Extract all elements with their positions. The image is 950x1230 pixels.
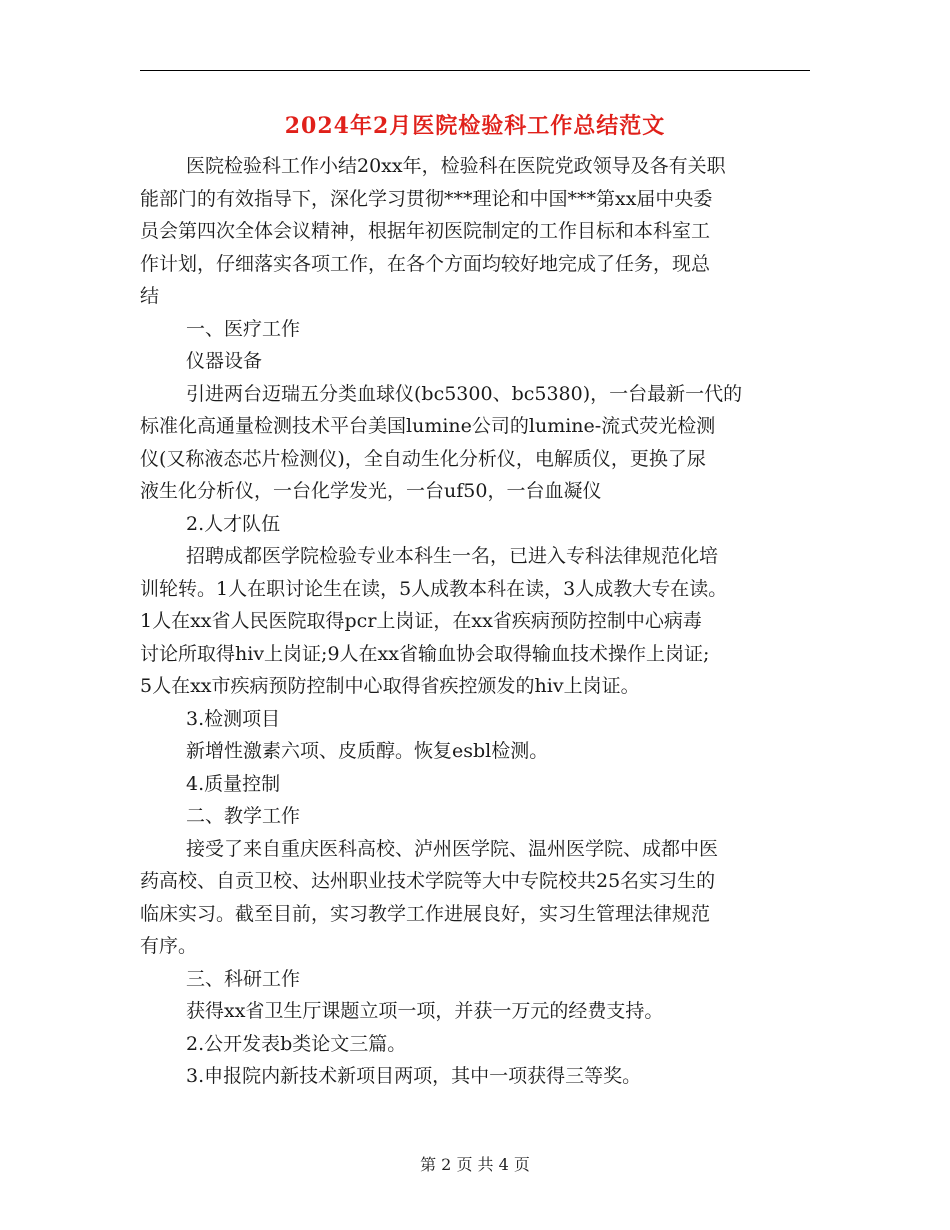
text-line: 一、医疗工作 (186, 317, 301, 340)
text-line: 3.检测项目 (186, 707, 281, 730)
text-line: 结 (140, 285, 160, 307)
text-line: 有序。 (140, 935, 198, 957)
text-line: 标准化高通量检测技术平台美国lumine公司的lumine-流式荧光检测 (140, 415, 716, 437)
page-footer: 第 2 页 共 4 页 (420, 1155, 530, 1174)
text-line: 2.人才队伍 (186, 512, 281, 535)
text-line: 接受了来自重庆医科高校、泸州医学院、温州医学院、成都中医 (186, 837, 719, 860)
text-line: 新增性激素六项、皮质醇。恢复esbl检测。 (186, 740, 549, 762)
document-body (140, 150, 810, 1093)
text-line: 作计划，仔细落实各项工作，在各个方面均较好地完成了任务，现总 (140, 252, 711, 275)
text-line: 仪器设备 (186, 350, 263, 372)
text-line: 4.质量控制 (186, 772, 281, 795)
text-line: 三、科研工作 (186, 967, 301, 990)
text-line: 仪(又称液态芯片检测仪)，全自动生化分析仪，电解质仪，更换了尿 (140, 447, 706, 470)
text-line: 训轮转。1人在职讨论生在读，5人成教本科在读，3人成教大专在读。 (140, 577, 728, 600)
header-rule (140, 70, 810, 71)
text-line: 讨论所取得hiv上岗证;9人在xx省输血协会取得输血技术操作上岗证; (140, 642, 710, 665)
text-line: 临床实习。截至目前，实习教学工作进展良好，实习生管理法律规范 (140, 902, 711, 925)
text-line: 2.公开发表b类论文三篇。 (186, 1032, 407, 1055)
text-line: 招聘成都医学院检验专业本科生一名，已进入专科法律规范化培 (186, 545, 719, 567)
text-line: 5人在xx市疾病预防控制中心取得省疾控颁发的hiv上岗证。 (140, 675, 640, 697)
text-line: 能部门的有效指导下，深化学习贯彻***理论和中国***第xx届中央委 (140, 187, 713, 210)
text-line: 1人在xx省人民医院取得pcr上岗证，在xx省疾病预防控制中心病毒 (140, 610, 702, 632)
text-line: 液生化分析仪，一台化学发光，一台uf50，一台血凝仪 (140, 480, 602, 502)
text-line: 医院检验科工作小结20xx年，检验科在医院党政领导及各有关职 (186, 155, 726, 177)
text-line: 3.申报院内新技术新项目两项，其中一项获得三等奖。 (186, 1065, 642, 1087)
text-line: 药高校、自贡卫校、达州职业技术学院等大中专院校共25名实习生的 (140, 870, 716, 892)
document-title: 2024年2月医院检验科工作总结范文 (284, 113, 666, 139)
text-line: 员会第四次全体会议精神，根据年初医院制定的工作目标和本科室工 (140, 220, 711, 242)
text-line: 二、教学工作 (186, 805, 301, 827)
text-line: 引进两台迈瑞五分类血球仪(bc5300、bc5380)，一台最新一代的 (186, 382, 743, 405)
text-line: 获得xx省卫生厅课题立项一项，并获一万元的经费支持。 (186, 1000, 664, 1022)
